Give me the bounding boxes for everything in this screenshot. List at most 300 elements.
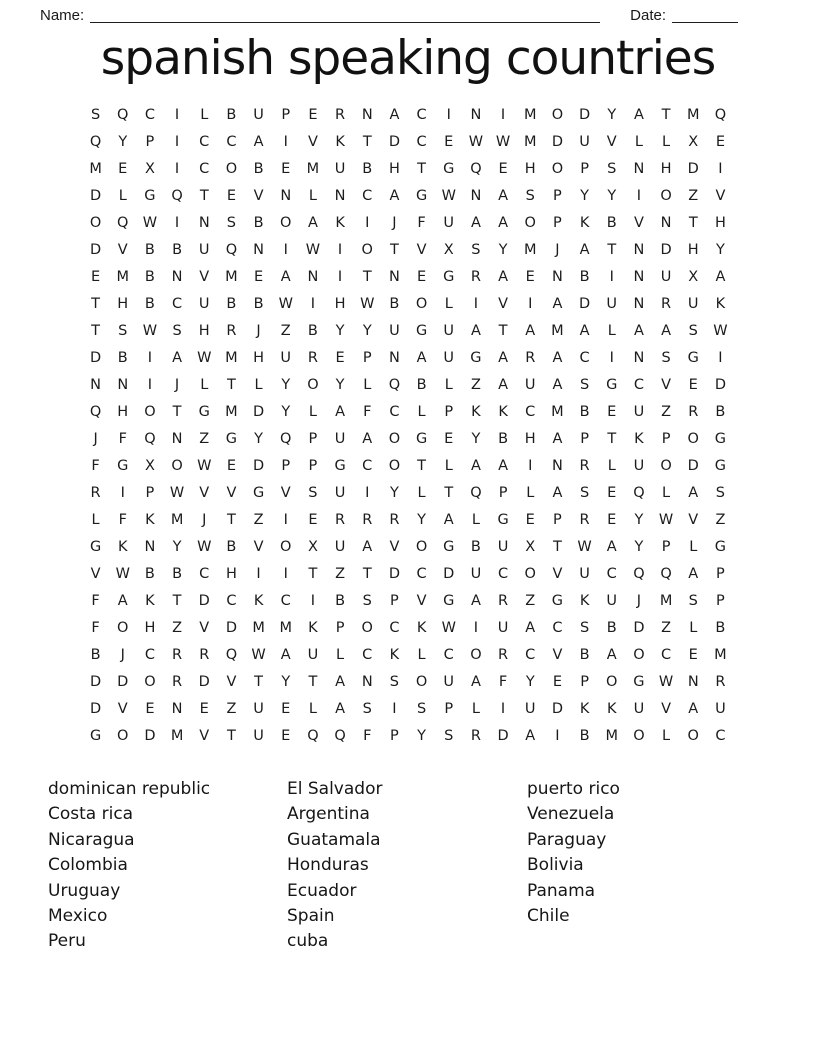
grid-letter: J bbox=[120, 646, 125, 663]
grid-letter: W bbox=[142, 214, 158, 231]
grid-letter: X bbox=[443, 241, 454, 258]
grid-letter: J bbox=[256, 322, 261, 339]
grid-letter: N bbox=[198, 214, 210, 231]
grid-letter: T bbox=[362, 268, 372, 285]
grid-letter: W bbox=[468, 133, 484, 150]
grid-letter: I bbox=[174, 160, 180, 177]
grid-letter: E bbox=[199, 700, 209, 717]
grid-letter: V bbox=[389, 538, 400, 555]
grid-letter: U bbox=[579, 565, 590, 582]
word-list-item: Spain bbox=[287, 906, 335, 927]
grid-letter: O bbox=[415, 295, 428, 312]
grid-letter: D bbox=[252, 403, 265, 420]
grid-letter: F bbox=[91, 619, 100, 636]
grid-letter: E bbox=[552, 673, 562, 690]
grid-letter: A bbox=[253, 133, 264, 150]
grid-letter: M bbox=[714, 646, 727, 663]
grid-letter: M bbox=[306, 160, 320, 177]
grid-letter: P bbox=[580, 673, 589, 690]
grid-letter: N bbox=[361, 106, 373, 123]
grid-letter: G bbox=[443, 538, 455, 555]
grid-letter: D bbox=[388, 565, 400, 582]
grid-letter: E bbox=[226, 187, 236, 204]
grid-letter: V bbox=[199, 727, 210, 744]
grid-letter: J bbox=[93, 430, 98, 447]
grid-letter: Q bbox=[89, 133, 102, 150]
grid-letter: D bbox=[633, 619, 645, 636]
grid-letter: H bbox=[660, 160, 672, 177]
grid-letter: A bbox=[579, 241, 590, 258]
grid-letter: C bbox=[362, 187, 373, 204]
grid-letter: N bbox=[551, 457, 563, 474]
grid-letter: E bbox=[308, 511, 318, 528]
grid-letter: B bbox=[144, 295, 155, 312]
grid-letter: T bbox=[226, 511, 236, 528]
grid-letter: S bbox=[416, 700, 427, 717]
grid-letter: Y bbox=[335, 376, 345, 393]
grid-letter: A bbox=[715, 268, 726, 285]
grid-letter: V bbox=[226, 484, 237, 501]
grid-letter: I bbox=[310, 295, 316, 312]
grid-letter: B bbox=[226, 295, 237, 312]
grid-letter: H bbox=[117, 403, 129, 420]
grid-letter: O bbox=[307, 376, 319, 393]
grid-letter: S bbox=[172, 322, 182, 339]
grid-letter: Q bbox=[144, 430, 156, 447]
grid-letter: S bbox=[389, 673, 400, 690]
grid-letter: K bbox=[145, 592, 155, 609]
grid-letter: G bbox=[633, 673, 645, 690]
grid-letter: A bbox=[552, 430, 563, 447]
grid-letter: D bbox=[497, 727, 509, 744]
grid-letter: F bbox=[91, 592, 100, 609]
grid-letter: E bbox=[90, 268, 101, 285]
grid-letter: Y bbox=[634, 538, 644, 555]
grid-letter: A bbox=[280, 268, 291, 285]
grid-letter: H bbox=[198, 322, 210, 339]
grid-letter: C bbox=[416, 133, 427, 150]
grid-letter: D bbox=[660, 241, 672, 258]
grid-letter: N bbox=[334, 187, 346, 204]
grid-letter: U bbox=[524, 376, 536, 393]
grid-letter: A bbox=[280, 646, 291, 663]
grid-letter: S bbox=[362, 700, 372, 717]
grid-letter: C bbox=[443, 646, 454, 663]
grid-letter: G bbox=[470, 349, 482, 366]
grid-letter: B bbox=[144, 565, 155, 582]
grid-letter: L bbox=[444, 295, 453, 312]
grid-letter: Q bbox=[280, 430, 292, 447]
grid-letter: W bbox=[115, 565, 130, 582]
grid-letter: M bbox=[170, 511, 184, 528]
grid-letter: O bbox=[117, 727, 129, 744]
grid-letter: N bbox=[117, 376, 129, 393]
grid-letter: V bbox=[307, 133, 318, 150]
grid-letter: K bbox=[145, 511, 155, 528]
grid-letter: I bbox=[174, 133, 180, 150]
word-search-grid bbox=[82, 101, 734, 749]
grid-letter: N bbox=[253, 241, 264, 258]
grid-letter: D bbox=[117, 673, 129, 690]
grid-letter: A bbox=[470, 457, 481, 474]
grid-letter: V bbox=[688, 511, 699, 528]
grid-letter: I bbox=[500, 700, 506, 717]
grid-letter: A bbox=[498, 349, 509, 366]
grid-letter: U bbox=[660, 268, 672, 285]
grid-letter: N bbox=[90, 376, 101, 393]
grid-letter: B bbox=[226, 538, 237, 555]
grid-letter: B bbox=[416, 376, 427, 393]
grid-letter: U bbox=[253, 727, 264, 744]
grid-letter: U bbox=[334, 484, 346, 501]
name-label: Name: bbox=[40, 7, 85, 24]
grid-letter: R bbox=[172, 673, 183, 690]
grid-letter: K bbox=[715, 295, 726, 312]
grid-letter: K bbox=[389, 646, 400, 663]
grid-letter: E bbox=[145, 700, 155, 717]
grid-letter: I bbox=[256, 565, 261, 582]
grid-letter: D bbox=[687, 457, 699, 474]
grid-letter: W bbox=[169, 484, 185, 501]
grid-letter: V bbox=[117, 700, 128, 717]
grid-letter: U bbox=[633, 457, 645, 474]
grid-letter: C bbox=[661, 646, 672, 663]
grid-letter: N bbox=[388, 268, 400, 285]
grid-letter: B bbox=[579, 727, 590, 744]
grid-letter: L bbox=[662, 484, 671, 501]
grid-letter: Z bbox=[226, 700, 237, 717]
grid-letter: G bbox=[415, 187, 428, 204]
grid-letter: T bbox=[362, 565, 372, 582]
grid-letter: C bbox=[199, 133, 210, 150]
word-list-item: Argentina bbox=[287, 804, 370, 825]
grid-letter: A bbox=[416, 349, 427, 366]
grid-letter: B bbox=[253, 295, 264, 312]
grid-letter: A bbox=[688, 700, 699, 717]
grid-letter: Y bbox=[634, 511, 644, 528]
grid-letter: R bbox=[498, 646, 509, 663]
grid-letter: G bbox=[415, 322, 428, 339]
grid-letter: T bbox=[389, 241, 399, 258]
grid-letter: A bbox=[498, 457, 509, 474]
grid-letter: B bbox=[307, 322, 318, 339]
grid-letter: I bbox=[283, 133, 288, 150]
grid-letter: N bbox=[171, 700, 183, 717]
grid-letter: Q bbox=[470, 484, 482, 501]
grid-letter: B bbox=[362, 160, 373, 177]
grid-letter: S bbox=[471, 241, 481, 258]
grid-letter: N bbox=[633, 349, 645, 366]
grid-letter: C bbox=[144, 106, 155, 123]
grid-letter: F bbox=[91, 457, 100, 474]
grid-letter: R bbox=[715, 673, 726, 690]
grid-letter: I bbox=[718, 349, 723, 366]
grid-letter: T bbox=[172, 403, 182, 420]
grid-letter: B bbox=[90, 646, 101, 663]
grid-letter: C bbox=[199, 565, 210, 582]
grid-letter: D bbox=[89, 673, 102, 690]
grid-letter: L bbox=[662, 133, 671, 150]
grid-letter: K bbox=[471, 403, 481, 420]
grid-letter: S bbox=[308, 484, 318, 501]
grid-letter: B bbox=[715, 619, 726, 636]
grid-letter: K bbox=[253, 592, 264, 609]
word-list-item: Panama bbox=[527, 880, 596, 901]
grid-letter: L bbox=[363, 376, 372, 393]
word-list-item: Costa rica bbox=[48, 804, 134, 825]
grid-letter: L bbox=[471, 700, 480, 717]
grid-letter: I bbox=[365, 484, 370, 501]
grid-letter: B bbox=[226, 106, 237, 123]
grid-letter: L bbox=[471, 511, 480, 528]
grid-letter: K bbox=[498, 403, 508, 420]
grid-letter: N bbox=[687, 673, 699, 690]
grid-letter: L bbox=[200, 376, 209, 393]
grid-letter: M bbox=[279, 619, 292, 636]
grid-letter: E bbox=[253, 268, 264, 285]
grid-letter: W bbox=[441, 187, 456, 204]
grid-letter: U bbox=[443, 673, 455, 690]
grid-letter: A bbox=[606, 646, 617, 663]
grid-letter: M bbox=[116, 268, 129, 285]
name-blank-line bbox=[90, 8, 600, 23]
grid-letter: T bbox=[552, 538, 562, 555]
grid-letter: H bbox=[253, 349, 265, 366]
grid-letter: P bbox=[553, 511, 562, 528]
grid-letter: A bbox=[335, 673, 346, 690]
grid-letter: B bbox=[253, 214, 264, 231]
grid-letter: Y bbox=[417, 727, 426, 744]
grid-letter: J bbox=[174, 376, 180, 393]
grid-letter: S bbox=[688, 592, 698, 609]
grid-letter: Q bbox=[388, 376, 401, 393]
grid-letter: Y bbox=[498, 241, 508, 258]
grid-letter: G bbox=[714, 538, 727, 555]
grid-letter: L bbox=[662, 727, 671, 744]
grid-letter: S bbox=[362, 592, 372, 609]
grid-letter: S bbox=[579, 484, 590, 501]
grid-letter: I bbox=[528, 295, 533, 312]
grid-letter: C bbox=[416, 565, 427, 582]
grid-letter: D bbox=[687, 160, 699, 177]
grid-letter: U bbox=[633, 403, 645, 420]
grid-letter: P bbox=[580, 430, 589, 447]
grid-letter: P bbox=[145, 484, 155, 501]
grid-letter: B bbox=[335, 592, 346, 609]
grid-letter: V bbox=[226, 673, 237, 690]
grid-letter: Y bbox=[389, 484, 399, 501]
grid-letter: Z bbox=[688, 187, 699, 204]
grid-letter: U bbox=[198, 295, 210, 312]
date-label: Date: bbox=[630, 7, 666, 24]
grid-letter: Q bbox=[225, 646, 238, 663]
word-list-column bbox=[48, 777, 287, 955]
grid-letter: T bbox=[199, 187, 209, 204]
grid-letter: G bbox=[334, 457, 346, 474]
grid-letter: X bbox=[688, 268, 699, 285]
grid-letter: C bbox=[172, 295, 183, 312]
grid-letter: E bbox=[498, 160, 508, 177]
grid-letter: M bbox=[659, 592, 673, 609]
grid-letter: C bbox=[416, 106, 427, 123]
grid-letter: H bbox=[524, 430, 536, 447]
grid-letter: T bbox=[91, 295, 100, 312]
grid-letter: N bbox=[633, 268, 645, 285]
grid-letter: I bbox=[473, 295, 479, 312]
grid-letter: D bbox=[578, 106, 591, 123]
grid-letter: O bbox=[144, 673, 156, 690]
grid-letter: O bbox=[660, 187, 672, 204]
grid-letter: E bbox=[416, 268, 427, 285]
word-list-column bbox=[287, 777, 527, 955]
grid-letter: Z bbox=[661, 403, 672, 420]
grid-letter: U bbox=[307, 646, 319, 663]
grid-letter: O bbox=[606, 673, 618, 690]
grid-letter: U bbox=[334, 160, 346, 177]
grid-letter: T bbox=[688, 214, 698, 231]
grid-letter: O bbox=[361, 241, 373, 258]
grid-letter: Q bbox=[117, 106, 129, 123]
grid-letter: E bbox=[226, 457, 236, 474]
grid-letter: A bbox=[389, 187, 400, 204]
grid-letter: E bbox=[525, 268, 535, 285]
grid-letter: T bbox=[362, 133, 372, 150]
grid-letter: P bbox=[444, 700, 454, 717]
grid-letter: D bbox=[89, 349, 102, 366]
grid-letter: T bbox=[226, 376, 236, 393]
grid-letter: R bbox=[199, 646, 210, 663]
grid-letter: C bbox=[362, 457, 373, 474]
grid-letter: S bbox=[90, 106, 101, 123]
grid-letter: O bbox=[524, 214, 536, 231]
grid-letter: A bbox=[552, 295, 563, 312]
grid-letter: I bbox=[555, 727, 560, 744]
grid-letter: F bbox=[363, 403, 372, 420]
word-list-item: Guatamala bbox=[287, 829, 381, 850]
grid-letter: F bbox=[118, 511, 127, 528]
grid-letter: Z bbox=[470, 376, 481, 393]
grid-letter: N bbox=[470, 187, 482, 204]
grid-letter: D bbox=[89, 187, 102, 204]
grid-letter: R bbox=[661, 295, 672, 312]
grid-letter: A bbox=[552, 349, 563, 366]
grid-letter: P bbox=[580, 160, 589, 177]
grid-letter: E bbox=[607, 484, 617, 501]
grid-letter: O bbox=[687, 727, 699, 744]
grid-letter: P bbox=[390, 727, 399, 744]
grid-letter: R bbox=[579, 511, 590, 528]
grid-letter: K bbox=[335, 133, 345, 150]
grid-letter: P bbox=[281, 106, 291, 123]
grid-letter: K bbox=[634, 430, 644, 447]
grid-letter: H bbox=[714, 214, 726, 231]
grid-letter: P bbox=[335, 619, 345, 636]
grid-letter: A bbox=[552, 484, 563, 501]
grid-letter: B bbox=[172, 565, 183, 582]
grid-letter: C bbox=[199, 160, 210, 177]
grid-letter: O bbox=[388, 457, 401, 474]
word-list-item: dominican republic bbox=[48, 779, 211, 799]
grid-letter: J bbox=[555, 241, 560, 258]
grid-letter: T bbox=[417, 457, 426, 474]
grid-letter: G bbox=[551, 592, 564, 609]
grid-letter: Z bbox=[715, 511, 726, 528]
grid-letter: L bbox=[689, 619, 698, 636]
grid-letter: D bbox=[89, 241, 102, 258]
grid-letter: X bbox=[525, 538, 536, 555]
grid-letter: P bbox=[553, 187, 562, 204]
grid-letter: L bbox=[444, 376, 453, 393]
grid-letter: G bbox=[225, 430, 238, 447]
grid-letter: L bbox=[308, 403, 317, 420]
grid-letter: S bbox=[607, 160, 617, 177]
grid-letter: S bbox=[579, 619, 590, 636]
grid-letter: H bbox=[687, 241, 699, 258]
grid-letter: A bbox=[498, 187, 509, 204]
grid-letter: O bbox=[660, 457, 672, 474]
grid-letter: V bbox=[552, 565, 563, 582]
grid-letter: R bbox=[470, 268, 481, 285]
grid-letter: M bbox=[225, 403, 238, 420]
grid-letter: M bbox=[252, 619, 265, 636]
grid-letter: M bbox=[225, 349, 238, 366]
grid-letter: D bbox=[578, 295, 591, 312]
grid-letter: I bbox=[283, 241, 288, 258]
grid-letter: K bbox=[579, 592, 590, 609]
grid-letter: T bbox=[498, 322, 508, 339]
grid-letter: B bbox=[172, 241, 183, 258]
grid-letter: R bbox=[688, 403, 699, 420]
grid-letter: S bbox=[444, 727, 454, 744]
grid-letter: I bbox=[337, 268, 343, 285]
grid-letter: E bbox=[525, 511, 535, 528]
grid-letter: F bbox=[363, 727, 372, 744]
grid-letter: G bbox=[443, 268, 455, 285]
grid-letter: Q bbox=[171, 187, 183, 204]
grid-letter: N bbox=[171, 268, 183, 285]
grid-letter: O bbox=[171, 457, 183, 474]
grid-letter: T bbox=[607, 430, 617, 447]
grid-letter: N bbox=[551, 268, 563, 285]
word-list-item: Mexico bbox=[48, 906, 108, 927]
grid-letter: K bbox=[335, 214, 345, 231]
grid-letter: O bbox=[633, 727, 645, 744]
grid-letter: Y bbox=[281, 403, 291, 420]
grid-letter: E bbox=[688, 376, 698, 393]
grid-letter: C bbox=[389, 403, 400, 420]
grid-letter: U bbox=[443, 322, 455, 339]
grid-letter: L bbox=[336, 646, 345, 663]
grid-letter: N bbox=[361, 673, 373, 690]
grid-letter: G bbox=[415, 430, 428, 447]
grid-letter: O bbox=[687, 430, 699, 447]
grid-letter: E bbox=[607, 511, 617, 528]
grid-letter: R bbox=[335, 106, 346, 123]
grid-letter: W bbox=[305, 241, 321, 258]
grid-letter: G bbox=[687, 349, 699, 366]
grid-letter: J bbox=[636, 592, 642, 609]
grid-letter: G bbox=[443, 160, 455, 177]
grid-letter: A bbox=[443, 511, 454, 528]
grid-letter: D bbox=[144, 727, 156, 744]
grid-letter: E bbox=[335, 349, 345, 366]
word-list-item: Nicaragua bbox=[48, 829, 135, 850]
grid-letter: Y bbox=[607, 106, 617, 123]
grid-letter: X bbox=[144, 457, 155, 474]
grid-letter: J bbox=[202, 511, 207, 528]
word-list-item: puerto rico bbox=[527, 779, 620, 799]
grid-letter: I bbox=[337, 241, 343, 258]
